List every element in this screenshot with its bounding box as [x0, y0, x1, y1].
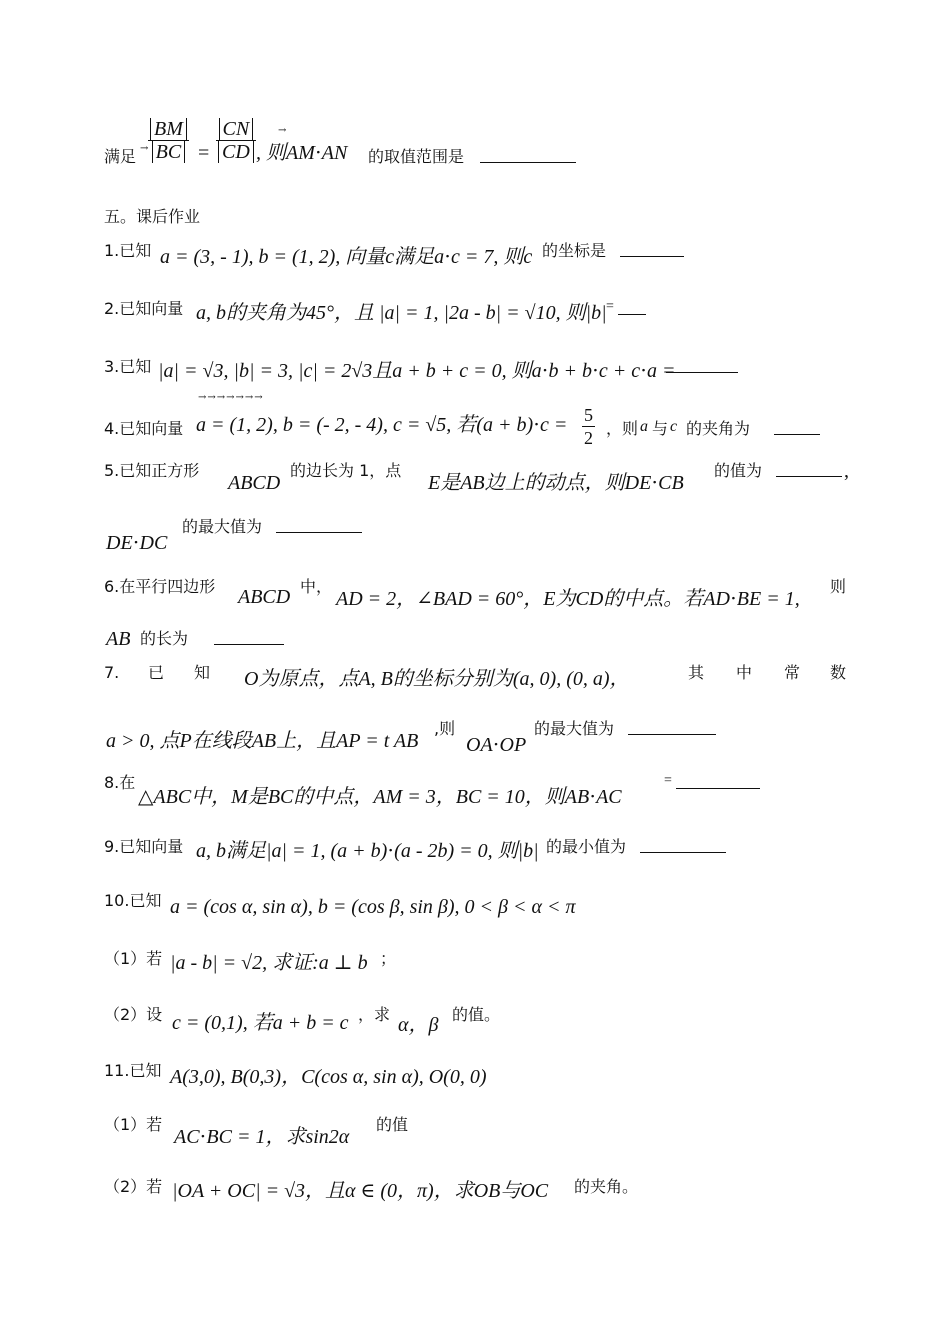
item-5-f2: E是AB边上的动点，则DE⋅CB	[428, 472, 684, 494]
item-7-w4: 中	[736, 663, 753, 682]
item-7-label: 7.	[104, 663, 120, 682]
item-10-1-suffix: ；	[380, 949, 397, 968]
item-5-f3: DE⋅DC	[106, 532, 168, 554]
item-2-suffix: =	[606, 299, 614, 314]
equals-sign: =	[198, 142, 210, 164]
item-7-t3: 的最大值为	[534, 719, 615, 738]
item-5-t2: 的值为	[714, 461, 763, 480]
item-10-label: 10.已知	[104, 891, 162, 910]
item-8-f1: △ABC中，M是BC的中点，AM = 3，BC = 10，则AB⋅AC	[138, 786, 622, 808]
intro-prefix: 满足	[104, 147, 137, 166]
item-7-w1: 已	[148, 663, 165, 682]
item-6-f1: ABCD	[238, 586, 291, 608]
item-4	[104, 404, 850, 454]
item-7-w3: 其	[688, 663, 705, 682]
vector-arrows-row: →→→→→→→	[198, 392, 264, 403]
fraction-numerator: 5	[584, 405, 593, 425]
answer-blank	[480, 148, 576, 163]
item-6-label: 6.在平行四边形	[104, 577, 216, 596]
item-5-t1: 的边长为 1，点	[290, 461, 402, 480]
item-11-2-f1: |OA + OC| = √3，且α ∈ (0，π)，求OB与OC	[172, 1180, 549, 1202]
item-7-w2: 知	[194, 663, 211, 682]
item-10-f1: a = (cos α, sin α), b = (cos β, sin β), 0 < β < α < π	[170, 896, 576, 918]
intro-line	[104, 118, 850, 194]
item-2-label: 2.已知向量	[104, 299, 184, 318]
answer-blank	[620, 242, 684, 257]
item-9-f1: a, b满足|a| = 1, (a + b)⋅(a - 2b) = 0, 则|b|	[196, 840, 539, 862]
item-11-1	[104, 1114, 850, 1154]
item-8-suffix: =	[664, 773, 672, 788]
item-6-t3: 的长为	[140, 629, 189, 648]
item-10-2-f2: α，β	[398, 1014, 439, 1036]
item-11-2-label: （2）若	[104, 1177, 163, 1196]
item-10-2-suffix: 的值。	[452, 1005, 501, 1024]
answer-blank	[676, 774, 760, 789]
bc-text: BC	[152, 141, 186, 163]
item-7	[104, 662, 850, 756]
item-9-label: 9.已知向量	[104, 837, 184, 856]
cn-text: CN	[219, 118, 254, 140]
item-10-2-f1: c = (0,1), 若a + b = c	[172, 1012, 349, 1034]
item-4-mid: ，则	[606, 419, 639, 438]
item-11-2-suffix: 的夹角。	[574, 1177, 639, 1196]
item-5-f1: ABCD	[228, 472, 281, 494]
answer-blank	[276, 518, 362, 533]
item-10-2-t1: ，求	[358, 1005, 391, 1024]
bm-bc-fraction	[148, 118, 189, 163]
item-7-f1: O为原点，点A, B的坐标分别为(a, 0), (0, a)，	[244, 668, 630, 690]
item-7-w6: 数	[830, 663, 847, 682]
item-10-1-label: （1）若	[104, 949, 163, 968]
item-4-with: 与	[652, 419, 669, 438]
item-7-t2: ,则	[434, 719, 456, 738]
item-3-formula: |a| = √3, |b| = 3, |c| = 2√3且a + b + c = 0, 则a⋅b + b⋅c + c⋅a =	[158, 360, 676, 382]
cd-text: CD	[218, 141, 254, 163]
item-2-formula: a, b的夹角为45°，且 |a| = 1, |2a - b| = √10, 则|b|	[196, 302, 607, 324]
vector-arrow-icon: →	[278, 125, 287, 136]
item-1-formula: a = (3, - 1), b = (1, 2), 向量c满足a⋅c = 7, 则c	[160, 246, 533, 268]
item-11-f1: A(3,0), B(0,3)，C(cos α, sin α), O(0, 0)	[170, 1066, 487, 1088]
item-4-formula: a = (1, 2), b = (- 2, - 4), c = √5, 若(a + b)⋅c =	[196, 414, 568, 436]
item-11-1-label: （1）若	[104, 1115, 163, 1134]
answer-blank	[666, 358, 738, 373]
item-5	[104, 460, 850, 560]
item-5-tail: ,	[844, 460, 849, 482]
item-6-f3: AB	[106, 628, 131, 650]
item-11-1-suffix: 的值	[376, 1115, 409, 1134]
item-4-suffix: 的夹角为	[686, 419, 751, 438]
item-11-label: 11.已知	[104, 1061, 162, 1080]
answer-blank	[618, 300, 646, 315]
item-5-t3: 的最大值为	[182, 517, 263, 536]
answer-blank	[628, 720, 716, 735]
bm-text: BM	[150, 118, 187, 140]
item-4-label: 4.已知向量	[104, 419, 184, 438]
item-6-t1: 中，	[300, 577, 333, 596]
item-10-2-label: （2）设	[104, 1005, 163, 1024]
item-7-f3: OA⋅OP	[466, 734, 527, 756]
answer-blank	[776, 462, 842, 477]
intro-formula: , 则AM⋅AN	[256, 142, 348, 164]
item-5-label: 5.已知正方形	[104, 461, 200, 480]
item-10-1-f1: |a - b| = √2, 求证:a ⊥ b	[170, 952, 368, 974]
item-7-w5: 常	[784, 663, 801, 682]
item-4-a: a	[640, 418, 648, 435]
item-1-label: 1.已知	[104, 241, 152, 260]
item-4-c: c	[670, 418, 678, 435]
item-7-f2: a > 0, 点P在线段AB上，且AP = t AB	[106, 730, 419, 752]
item-6-f2: AD = 2，∠BAD = 60°，E为CD的中点。若AD⋅BE = 1,	[336, 588, 800, 610]
answer-blank	[214, 630, 284, 645]
item-9-suffix: 的最小值为	[546, 837, 627, 856]
item-11-1-f1: AC⋅BC = 1，求sin2α	[174, 1126, 350, 1148]
section-title: 五。课后作业	[104, 207, 201, 226]
intro-suffix: 的取值范围是	[368, 147, 465, 166]
item-8-label: 8.在	[104, 773, 136, 792]
cn-cd-fraction	[216, 118, 256, 163]
item-6-t2: 则	[830, 577, 847, 596]
item-4-fraction	[582, 404, 595, 449]
item-1-suffix: 的坐标是	[542, 241, 607, 260]
item-3-label: 3.已知	[104, 357, 152, 376]
fraction-denominator: 2	[584, 428, 593, 448]
item-6	[104, 576, 850, 656]
answer-blank	[640, 838, 726, 853]
vector-arrow-icon: →	[140, 143, 149, 154]
answer-blank	[774, 420, 820, 435]
item-8	[104, 772, 850, 812]
